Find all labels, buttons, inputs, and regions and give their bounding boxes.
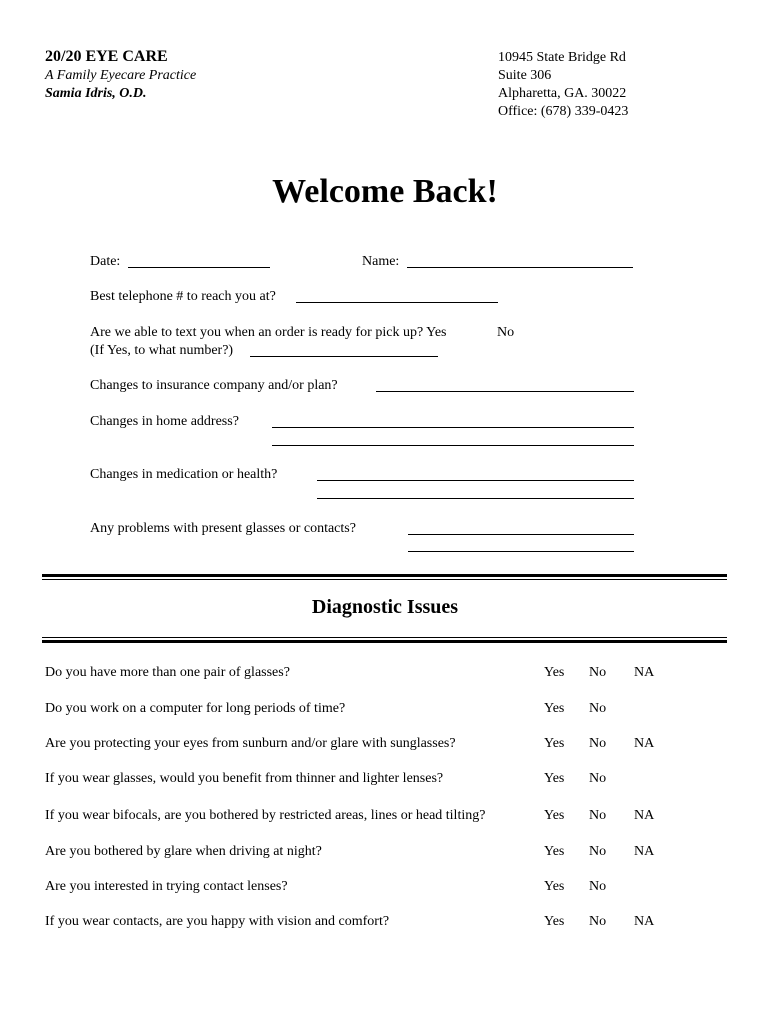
phone-field[interactable] bbox=[296, 302, 498, 303]
medication-label: Changes in medication or health? bbox=[90, 467, 278, 482]
date-label: Date: bbox=[90, 254, 121, 269]
page-title: Welcome Back! bbox=[272, 173, 498, 210]
answer-na-5[interactable]: NA bbox=[634, 808, 655, 823]
answer-na-6[interactable]: NA bbox=[634, 844, 655, 859]
diagnostic-question-5: If you wear bifocals, are you bothered by restricted areas, lines or head tilting? bbox=[45, 808, 486, 823]
answer-na-1[interactable]: NA bbox=[634, 665, 655, 680]
problems-field-1[interactable] bbox=[408, 534, 634, 535]
diagnostic-question-6: Are you bothered by glare when driving at night? bbox=[45, 844, 322, 859]
medication-field-2[interactable] bbox=[317, 498, 634, 499]
practice-name: 20/20 EYE CARE bbox=[45, 48, 168, 65]
doctor-name: Samia Idris, O.D. bbox=[45, 86, 147, 101]
name-field[interactable] bbox=[407, 267, 633, 268]
section-divider-bottom-thin bbox=[42, 637, 727, 638]
diagnostic-question-1: Do you have more than one pair of glasses? bbox=[45, 665, 290, 680]
diagnostic-question-7: Are you interested in trying contact lenses? bbox=[45, 879, 288, 894]
answer-na-3[interactable]: NA bbox=[634, 736, 655, 751]
answer-no-8[interactable]: No bbox=[589, 914, 607, 929]
section-divider-top-thin bbox=[42, 579, 727, 580]
address-line-street: 10945 State Bridge Rd bbox=[498, 50, 626, 65]
text-number-label: (If Yes, to what number?) bbox=[90, 343, 234, 358]
answer-no-3[interactable]: No bbox=[589, 736, 607, 751]
answer-yes-6[interactable]: Yes bbox=[544, 844, 565, 859]
answer-no-2[interactable]: No bbox=[589, 701, 607, 716]
answer-na-8[interactable]: NA bbox=[634, 914, 655, 929]
answer-yes-7[interactable]: Yes bbox=[544, 879, 565, 894]
answer-yes-2[interactable]: Yes bbox=[544, 701, 565, 716]
diagnostic-section-title: Diagnostic Issues bbox=[311, 596, 459, 618]
address-change-label: Changes in home address? bbox=[90, 414, 239, 429]
date-field[interactable] bbox=[128, 267, 270, 268]
text-no-option[interactable]: No bbox=[497, 325, 515, 340]
medication-field-1[interactable] bbox=[317, 480, 634, 481]
answer-no-5[interactable]: No bbox=[589, 808, 607, 823]
text-number-field[interactable] bbox=[250, 356, 438, 357]
answer-no-7[interactable]: No bbox=[589, 879, 607, 894]
address-line-suite: Suite 306 bbox=[498, 68, 552, 83]
answer-no-4[interactable]: No bbox=[589, 771, 607, 786]
insurance-field[interactable] bbox=[376, 391, 634, 392]
problems-label: Any problems with present glasses or contacts? bbox=[90, 521, 356, 536]
section-divider-bottom bbox=[42, 640, 727, 643]
practice-tagline: A Family Eyecare Practice bbox=[45, 68, 197, 83]
answer-yes-5[interactable]: Yes bbox=[544, 808, 565, 823]
address-field-2[interactable] bbox=[272, 445, 634, 446]
phone-label: Best telephone # to reach you at? bbox=[90, 289, 276, 304]
answer-no-1[interactable]: No bbox=[589, 665, 607, 680]
office-phone: Office: (678) 339-0423 bbox=[498, 104, 629, 119]
insurance-label: Changes to insurance company and/or plan? bbox=[90, 378, 338, 393]
section-divider-top bbox=[42, 574, 727, 577]
answer-yes-4[interactable]: Yes bbox=[544, 771, 565, 786]
diagnostic-question-2: Do you work on a computer for long periods of time? bbox=[45, 701, 346, 716]
answer-yes-1[interactable]: Yes bbox=[544, 665, 565, 680]
answer-yes-3[interactable]: Yes bbox=[544, 736, 565, 751]
diagnostic-question-8: If you wear contacts, are you happy with vision and comfort? bbox=[45, 914, 390, 929]
answer-no-6[interactable]: No bbox=[589, 844, 607, 859]
text-question: Are we able to text you when an order is ready for pick up? Yes bbox=[90, 325, 447, 340]
address-line-city: Alpharetta, GA. 30022 bbox=[498, 86, 627, 101]
answer-yes-8[interactable]: Yes bbox=[544, 914, 565, 929]
problems-field-2[interactable] bbox=[408, 551, 634, 552]
address-field-1[interactable] bbox=[272, 427, 634, 428]
diagnostic-question-4: If you wear glasses, would you benefit from thinner and lighter lenses? bbox=[45, 771, 444, 786]
diagnostic-question-3: Are you protecting your eyes from sunburn and/or glare with sunglasses? bbox=[45, 736, 456, 751]
name-label: Name: bbox=[362, 254, 400, 269]
